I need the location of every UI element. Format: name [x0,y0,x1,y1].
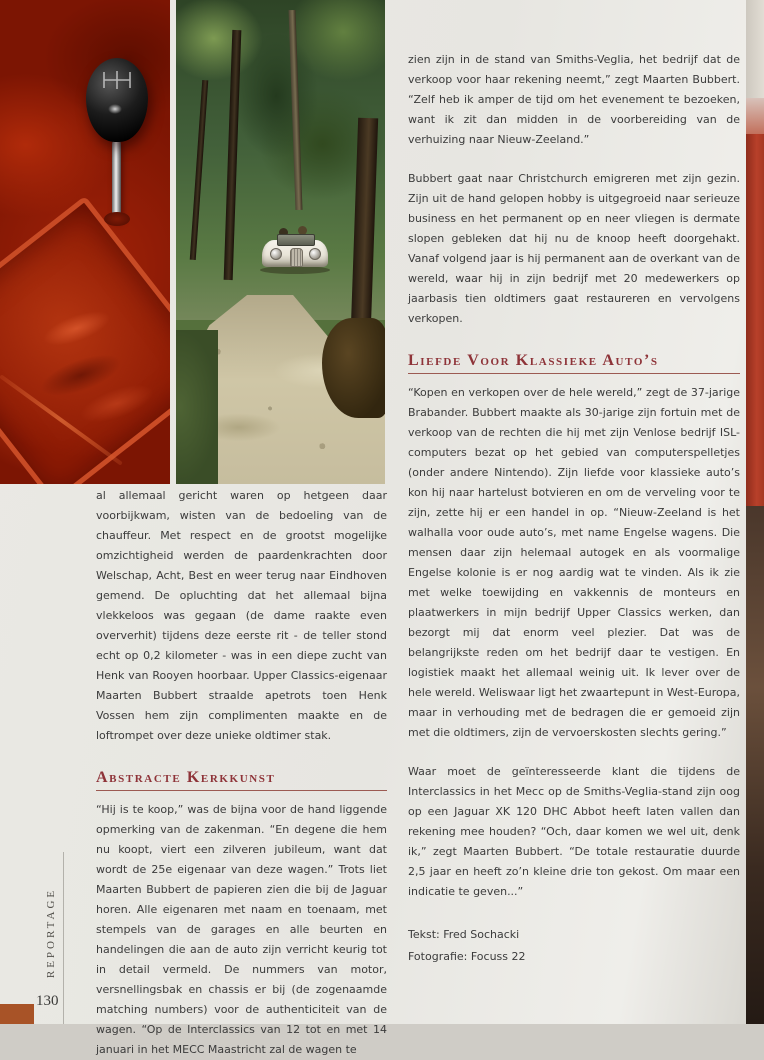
sidebar-divider-rule [63,852,64,1024]
credits-block [408,924,740,967]
body-paragraph: Bubbert gaat naar Christchurch emigreren met zijn gezin. Zijn uit de hand gelopen hobby is uitgegroeid naar serieuze business en het permanent op en neer vliegen is dermate slopen gebleken dat hij nu de knoop heeft doorgehakt. Vanaf volgend jaar is hij permanent aan de overkant van de wereld, waar hij in zijn bedrijf met 20 medewerkers op jaarbasis tien oldtimers gaat restaureren en vervolgens verkopen. [408,172,740,325]
classic-car [262,226,328,272]
adjacent-page-edge-brown [746,506,764,1024]
car-shadow [260,266,330,274]
car-grille [290,248,303,267]
body-paragraph: zien zijn in de stand van Smiths-Veglia, het bedrijf dat de verkoop voor haar rekening neemt,” zegt Maarten Bubbert. “Zelf heb ik amper de tijd om het evenement te bezoeken, want ik zit dan midden in de voorbereiding van de verhuizing naar Nieuw-Zeeland.” [408,53,740,146]
left-column [96,486,387,1060]
body-paragraph: Waar moet de geïnteresseerde klant die tijdens de Interclassics in het Mecc op de Smiths-Veglia-stand zijn oog op een Jaguar XK 120 DHC Abbot heeft laten vallen dan rekening mee houden? “Och, daar komen we wel uit, denk ik,” zegt Maarten Bubbert. “De totale restauratie duurde 2,5 jaar en heeft zo’n kleine drie ton gekost. Om maar een indicatie te geven...” [408,765,740,898]
knob-highlight [108,104,122,114]
section-label-reportage: REPORTAGE [45,887,57,979]
grass-verge [176,330,218,484]
body-paragraph: “Kopen en verkopen over de hele wereld,” zegt de 37-jarige Brabander. Bubbert maakte als 30-jarige zijn fortuin met de verkoop van de rechten die hij met zijn Venlose bedrijf ISL-computers bezat op het gebied van computerspelletjes (onder andere Nintendo). Zijn liefde voor klassieke auto’s kon hij naar hartelust botvieren en om de verveling voor te zijn, zette hij er een handel in op. “Nieuw-Zeeland is het walhalla voor oude auto’s, met name Engelse wagens. Die mensen daar zijn helemaal autogek en als voormalige Engelse kolonie is er nog aardig wat te vinden. Als ik zie met welke toewijding en vakkennis de monteurs en plaatwerkers in mijn bedrijf Upper Classics werken, dan bezorgt mij dat enorm veel plezier. Dat was de belangrijkste reden om het bedrijf daar te vestigen. En logistiek maakt het allemaal weinig uit. Ik lever over de hele wereld. Weliswaar ligt het zwaartepunt in West-Europa, maar in verhouding met de bedragen die er gemoeid zijn met die oldtimers, zijn de vervoerskosten slechts gering.” [408,386,740,739]
adjacent-pages [746,0,764,1024]
body-paragraph: al allemaal gericht waren op hetgeen daar voorbijkwam, wisten van de bedoeling van de chauffeur. Met respect en de grootst mogelijke omzichtigheid werden de paardenkrachten door Welschap, Acht, Best en weer terug naar Eindhoven gemend. De opluchting dat het allemaal bijna vlekkeloos was gegaan (de dame raakte even oververhit) tijdens deze eerste rit - de teller stond echt op 0,2 kilometer - was in een diepe zucht van Henk van Rooyen hoorbaar. Upper Classics-eigenaar Maarten Bubbert straalde apetrots toen Henk Vossen hem zijn complimenten maakte en de loftrompet over deze unieke oldtimer stak. [96,489,387,742]
car-headlight [309,248,321,260]
right-column [408,50,740,967]
adjacent-page-edge-red [746,134,764,506]
page-number: 130 [36,993,59,1009]
shift-pattern-icon [98,68,138,94]
body-paragraph: “Hij is te koop,” was de bijna voor de hand liggende opmerking van de zakenman. “En degene die hem nu koopt, viert een zilveren jubileum, want dat wordt de 25e eigenaar van deze wagen.” Trots liet Maarten Bubbert de papieren zien die bij de Jaguar horen. Alle eigenaren met naam en toenaam, met stempels van de garages en alle beurten en handelingen die aan de auto zijn verricht keurig tot in detail vermeld. De nummers van motor, versnellingsbak en chassis er bij (de zogenaamde matching numbers) voor de authenticiteit van de wagen. “Op de Interclassics van 12 tot en met 14 januari in het MECC Maastricht zal de wagen te [96,803,387,1056]
credit-text: Tekst: Fred Sochacki [408,928,520,941]
car-photo [176,0,385,484]
section-heading-liefde-voor-klassieke-autos: Liefde Voor Klassieke Auto’s [408,352,740,374]
credit-photography: Fotografie: Focuss 22 [408,950,526,963]
gear-lever [112,140,121,222]
car-windshield [277,234,315,246]
gear-lever-collar [104,212,130,226]
section-heading-abstracte-kerkkunst: Abstracte Kerkkunst [96,769,387,791]
adjacent-page-edge-pink [746,98,764,134]
gearshift-photo [0,0,170,484]
adjacent-page-edge-light [746,0,764,98]
car-headlight [270,248,282,260]
corner-color-block [0,1004,34,1024]
